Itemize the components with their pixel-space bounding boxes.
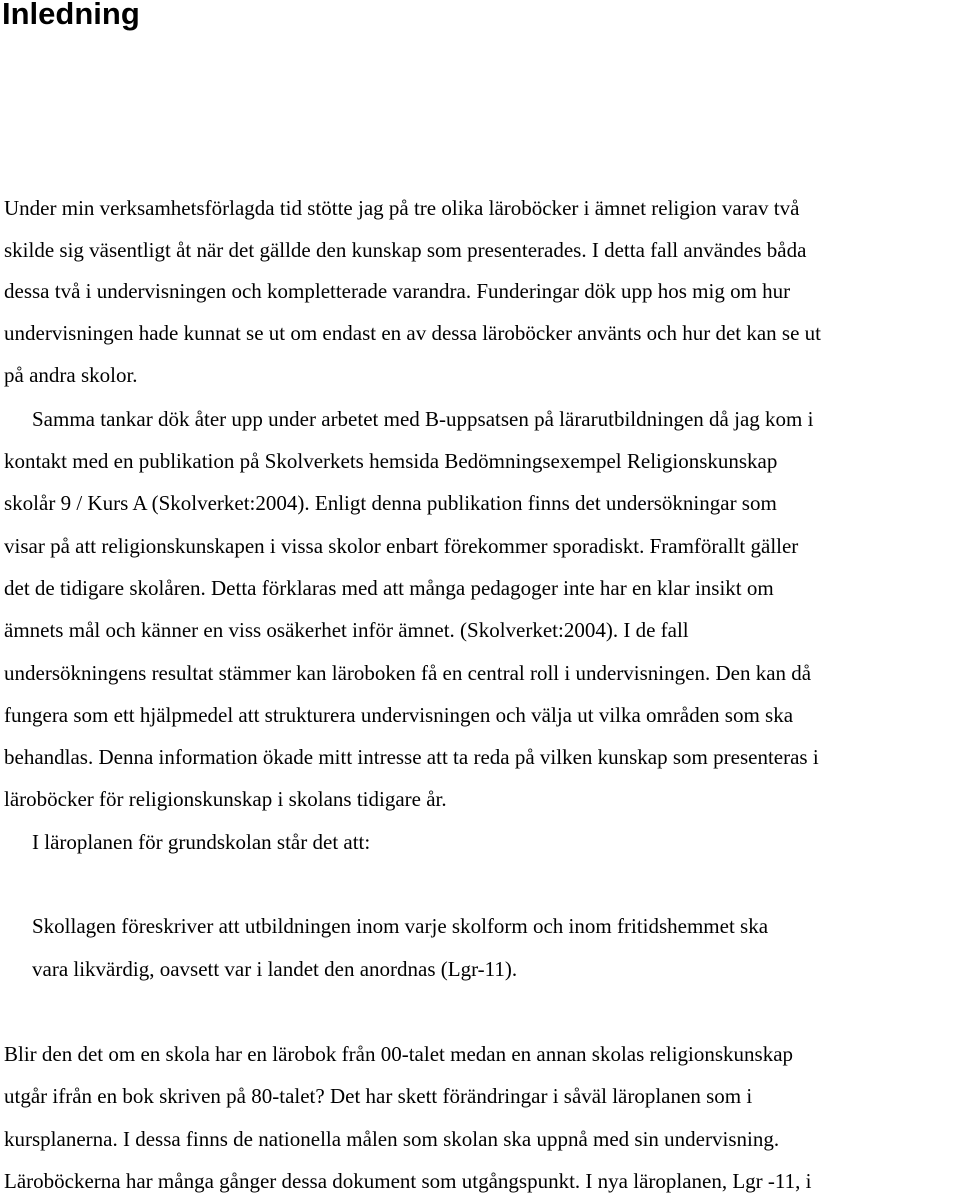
quote-line: vara likvärdig, oavsett var i landet den anordnas (Lgr-11). xyxy=(32,957,518,981)
text-line: utgår ifrån en bok skriven på 80-talet? Det har skett förändringar i såväl läroplanen som i xyxy=(4,1084,753,1108)
text-line: läroböcker för religionskunskap i skolans tidigare år. xyxy=(4,787,447,811)
text-line: kontakt med en publikation på Skolverkets hemsida Bedömningsexempel Religionskunskap xyxy=(4,449,778,473)
text-line: Läroböckerna har många gånger dessa dokument som utgångspunkt. I nya läroplanen, Lgr -11, i xyxy=(4,1169,812,1193)
text-line: behandlas. Denna information ökade mitt intresse att ta reda på vilken kunskap som presenteras i xyxy=(4,745,819,769)
text-line: ämnets mål och känner en viss osäkerhet inför ämnet. (Skolverket:2004). I de fall xyxy=(4,618,689,642)
text-line: Blir den det om en skola har en lärobok från 00-talet medan en annan skolas religionskunskap xyxy=(4,1042,794,1066)
text-line: skolår 9 / Kurs A (Skolverket:2004). Enligt denna publikation finns det undersökningar som xyxy=(4,491,777,515)
text-line: dessa två i undervisningen och kompletterade varandra. Funderingar dök upp hos mig om hur xyxy=(4,279,791,303)
text-line: Samma tankar dök åter upp under arbetet med B-uppsatsen på lärarutbildningen då jag kom i xyxy=(32,407,814,431)
text-line: det de tidigare skolåren. Detta förklaras med att många pedagoger inte har en klar insikt om xyxy=(4,576,774,600)
text-line: kursplanerna. I dessa finns de nationella målen som skolan ska uppnå med sin undervisning. xyxy=(4,1127,780,1151)
text-line: undersökningens resultat stämmer kan läroboken få en central roll i undervisningen. Den kan då xyxy=(4,661,812,685)
quote-line: Skollagen föreskriver att utbildningen inom varje skolform och inom fritidshemmet ska xyxy=(32,914,769,938)
intro-line: I läroplanen för grundskolan står det att: xyxy=(32,830,371,854)
page-title: Inledning xyxy=(2,0,140,31)
text-line: visar på att religionskunskapen i vissa skolor enbart förekommer sporadiskt. Framförallt gäller xyxy=(4,534,799,558)
text-line: på andra skolor. xyxy=(4,363,138,387)
text-line: skilde sig väsentligt åt när det gällde den kunskap som presenterades. I detta fall användes båda xyxy=(4,238,807,262)
text-line: undervisningen hade kunnat se ut om endast en av dessa läroböcker använts och hur det kan se ut xyxy=(4,321,822,345)
text-line: fungera som ett hjälpmedel att strukturera undervisningen och välja ut vilka områden som ska xyxy=(4,703,794,727)
text-line: Under min verksamhetsförlagda tid stötte jag på tre olika läroböcker i ämnet religion varav två xyxy=(4,196,800,220)
